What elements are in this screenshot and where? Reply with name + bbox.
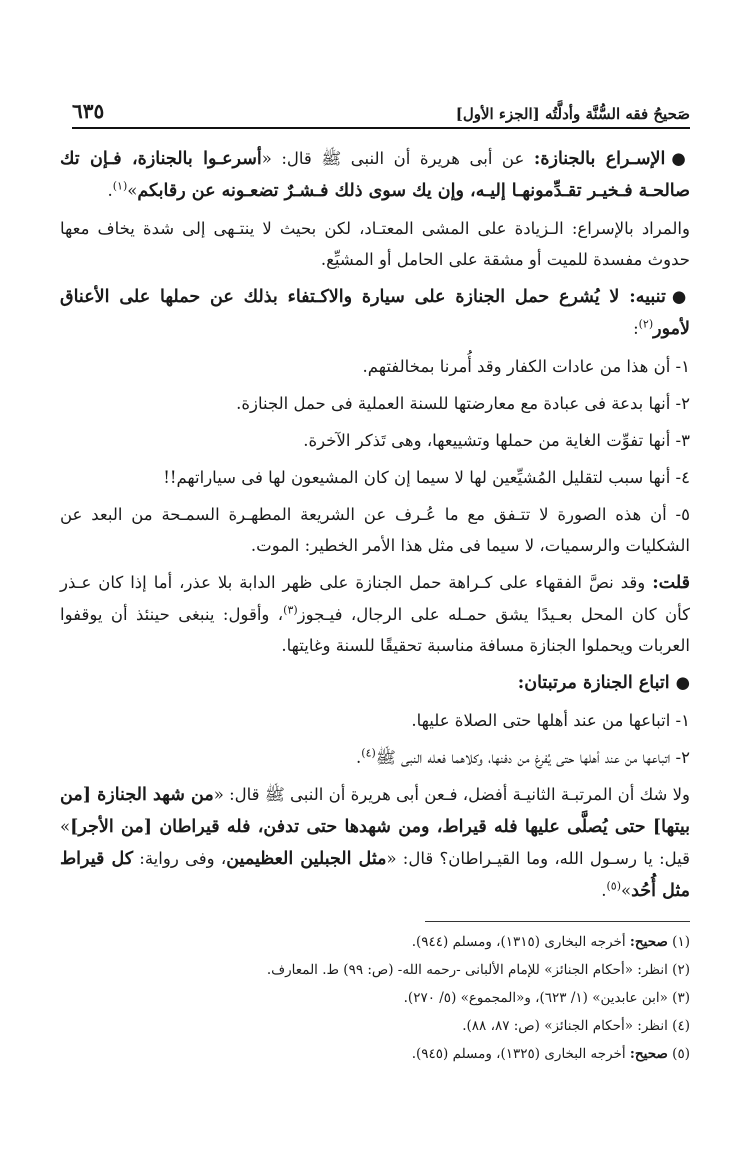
list-item: ١- أن هذا من عادات الكفار وقد أُمرنا بمخالفتهم. (362, 357, 690, 376)
footnote (60, 984, 690, 1012)
paragraph-following (60, 667, 690, 699)
hadith-text: من شهد الجنازة [من بيتها] حتى يُصلَّى عليها فله قيراط، ومن شهدها حتى تدفن، فله قيراطان [من الأجر] (60, 785, 690, 837)
sentence-end: . (107, 181, 113, 200)
footnote-divider (425, 921, 690, 922)
paragraph-qult (60, 567, 690, 661)
footnote-ref: (٢) (638, 317, 654, 331)
quote-close: » (621, 881, 632, 900)
list-item: ٢- أنها بدعة فى عبادة مع معارضتها للسنة العملية فى حمل الجنازة. (236, 394, 690, 413)
hadith-intro: عن أبى هريرة أن النبى ﷺ قال: « (261, 149, 534, 168)
footnote-number: (٢) (672, 962, 690, 978)
footnote-ref: (١) (112, 179, 128, 193)
hadith-text: مثل الجبلين العظيمين (226, 849, 387, 869)
page-header (72, 95, 690, 129)
hadith-text: كل قيراط مثل أُحُد (60, 849, 690, 901)
hadith-text: أسرعـوا بالجنازة، فـإن تك صالحـة فـخيـر تقـدِّمونهـا إليـه، وإن يك سوى ذلك فـشـرٌ تضعـونه عن رقابكم (60, 149, 690, 201)
bullet-icon: ● (675, 673, 690, 692)
running-title: صَحيحُ فقه السُّنَّة وأدلَّتُه [الجزء الأول] (455, 105, 690, 123)
footnote-text: انظر: «أحكام الجنائز» للإمام الألبانى -رحمه الله- (ص: ٩٩) ط. المعارف. (266, 962, 668, 978)
footnote-number: (٤) (672, 1018, 690, 1034)
footnote-ref: (٤) (361, 746, 376, 760)
footnote-ref: (٥) (606, 879, 622, 893)
hadith-mid: ، وفى رواية: (133, 849, 227, 868)
heading-end: : (633, 319, 639, 338)
paragraph-notice (60, 281, 690, 345)
page-body (60, 143, 690, 1068)
footnotes (60, 928, 690, 1068)
list-item-text: ٢- اتباعها من عند أهلها حتى يُفرغ من دفنها، وكلاهما فعله النبى ﷺ (375, 748, 690, 767)
sentence-end: . (356, 748, 362, 767)
list-item (60, 742, 690, 773)
paragraph-meaning: والمراد بالإسراع: الـزيادة على المشى المعتـاد، لكن بحيث لا ينتـهى إلى شدة يخاف معها حدوث مفسدة للميت أو مشقة على الحامل أو المشيِّع. (60, 219, 690, 269)
paragraph-hastening (60, 143, 690, 207)
footnote (60, 1040, 690, 1068)
footnote-number: (٥) (672, 1046, 690, 1062)
footnote-text: انظر: «أحكام الجنائز» (ص: ٨٧، ٨٨). (462, 1018, 668, 1034)
list-item: ٤- أنها سبب لتقليل المُشيِّعين لها لا سيما إن كان المشيعون لها فى سياراتهم!! (163, 468, 690, 487)
bullet-icon: ● (671, 149, 691, 168)
section-heading: الإسـراع بالجنازة: (533, 149, 666, 169)
section-heading: تنبيه: لا يُشرع حمل الجنازة على سيارة والاكـتفاء بذلك عن حملها على الأعناق لأمور (60, 287, 690, 339)
footnote (60, 956, 690, 984)
footnote-number: (١) (672, 934, 690, 950)
footnote-label: صحيح: (629, 934, 668, 950)
qult-text: وقد نصَّ الفقهاء على كـراهة حمل الجنازة على ظهر الدابة بلا عذر، أما إذا كان عـذر كأن كان المحل بعـيدًا يشق حمـله على الرجال، فيـجوز (60, 573, 691, 624)
paragraph-qirat (60, 779, 690, 907)
page-number: ٦٣٥ (72, 99, 105, 123)
footnote (60, 928, 690, 956)
footnote-text: أخرجه البخارى (١٣١٥)، ومسلم (٩٤٤). (411, 934, 630, 950)
footnote-number: (٣) (672, 990, 690, 1006)
qult-text-continued: ، وأقول: ينبغى حينئذ أن يوقفوا العربات ويحملوا الجنازة مسافة مناسبة تحقيقًا للسنة وغايتها. (60, 605, 690, 655)
section-heading: اتباع الجنازة مرتبتان: (517, 673, 670, 693)
footnote (60, 1012, 690, 1040)
footnote-ref: (٣) (283, 603, 298, 617)
quote-close: » (127, 181, 138, 200)
list-item: ٥- أن هذه الصورة لا تتـفق مع ما عُـرف عن الشريعة المطهـرة السمـحة من البعد عن الشكليات والرسميات، لا سيما فى مثل هذا الأمر الخطير: الموت. (60, 505, 690, 555)
list-item: ٣- أنها تفوِّت الغاية من حملها وتشييعها، وهى تَذكر الآخرة. (303, 431, 690, 450)
paragraph-intro: ولا شك أن المرتبـة الثانيـة أفضل، فـعن أبى هريرة أن النبى ﷺ قال: « (213, 785, 690, 804)
footnote-label: صحيح: (629, 1046, 668, 1062)
bullet-icon: ● (671, 287, 690, 306)
footnote-text: «ابن عابدين» (١/ ٦٢٣)، و«المجموع» (٥/ ٢٧٠). (403, 990, 668, 1006)
hadith-mid: » قيل: يا رسـول الله، وما القيـراطان؟ قال: « (60, 817, 690, 868)
footnote-text: أخرجه البخارى (١٣٢٥)، ومسلم (٩٤٥). (411, 1046, 630, 1062)
qult-label: قلت: (652, 573, 690, 593)
sentence-end: . (601, 881, 607, 900)
list-item: ١- اتباعها من عند أهلها حتى الصلاة عليها. (411, 711, 690, 730)
